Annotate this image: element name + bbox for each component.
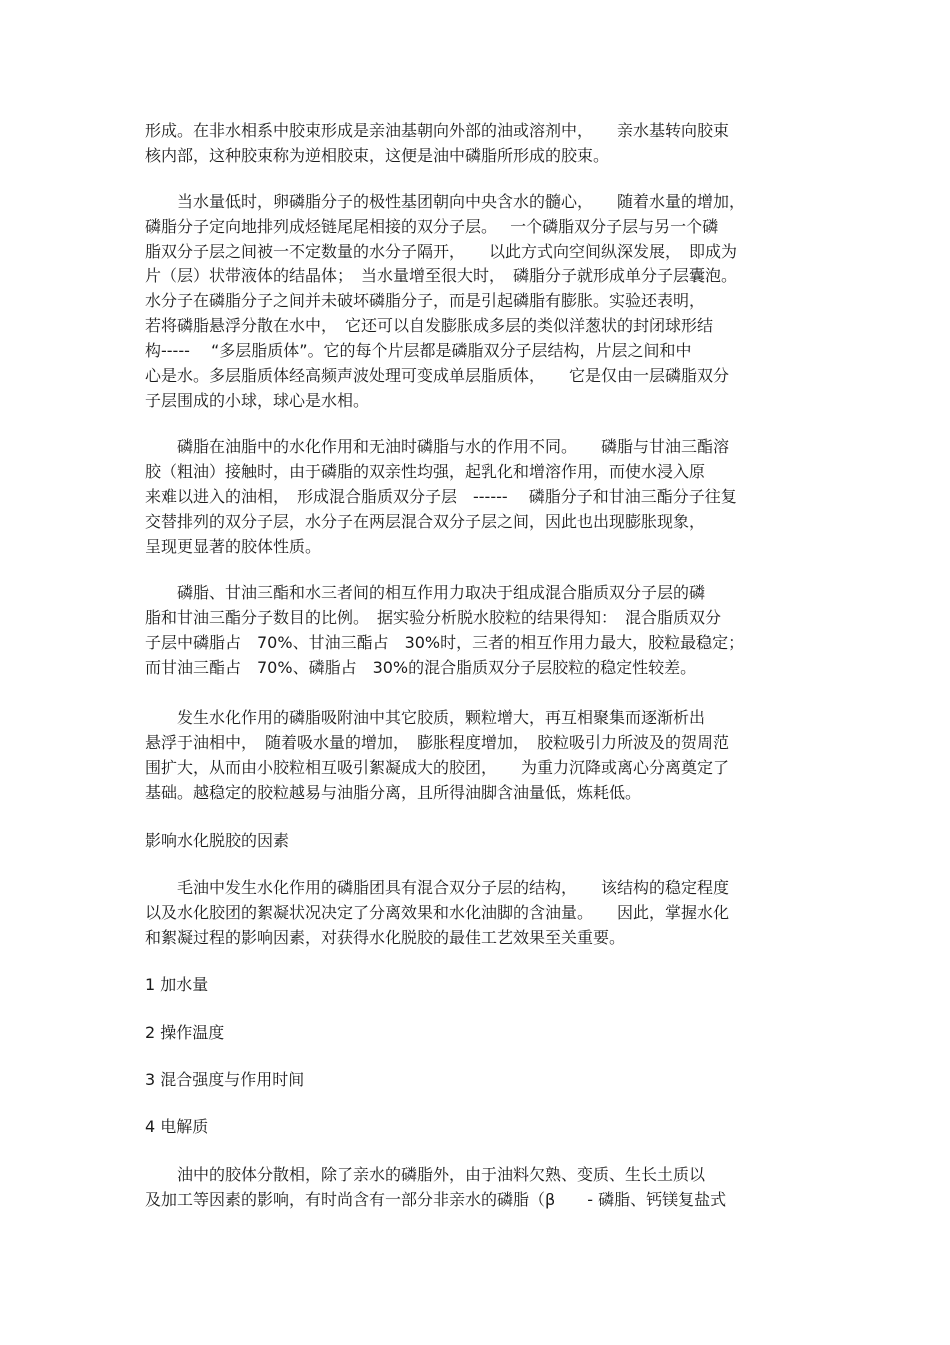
text-line: 当水量低时，卵磷脂分子的极性基团朝向中央含水的髓心， 随着水量的增加， [145,192,746,211]
text-line: 而甘油三酯占 70%、磷脂占 30%的混合脂质双分子层胶粒的稳定性较差。 [145,658,697,677]
list-item: 4 电解质 [145,1117,209,1136]
list-item: 1 加水量 [145,975,209,994]
text-line: 若将磷脂悬浮分散在水中， 它还可以自发膨胀成多层的类似洋葱状的封闭球形结 [145,316,714,335]
text-line: 磷脂分子定向地排列成烃链尾尾相接的双分子层。 一个磷脂双分子层与另一个磷 [145,217,719,236]
text-line: 和絮凝过程的影响因素，对获得水化脱胶的最佳工艺效果至关重要。 [145,928,626,947]
text-line: 片（层）状带液体的结晶体； 当水量增至很大时， 磷脂分子就形成单分子层囊泡。 [145,266,738,285]
text-line: 水分子在磷脂分子之间并未破坏磷脂分子，而是引起磷脂有膨胀。实验还表明， [145,291,706,310]
text-line: 磷脂、甘油三酯和水三者间的相互作用力取决于组成混合脂质双分子层的磷 [145,583,706,602]
section-heading: 影响水化脱胶的因素 [145,831,290,850]
text-line: 脂双分子层之间被一不定数量的水分子隔开， 以此方式向空间纵深发展， 即成为 [145,242,738,261]
text-line: 悬浮于油相中， 随着吸水量的增加， 膨胀程度增加， 胶粒吸引力所波及的贺周范 [145,733,730,752]
text-line: 形成。在非水相系中胶束形成是亲油基朝向外部的油或溶剂中， 亲水基转向胶束 [145,121,730,140]
text-line: 磷脂在油脂中的水化作用和无油时磷脂与水的作用不同。 磷脂与甘油三酯溶 [145,437,730,456]
text-line: 胶（粗油）接触时，由于磷脂的双亲性均强，起乳化和增溶作用，而使水浸入原 [145,462,706,481]
text-line: 及加工等因素的影响，有时尚含有一部分非亲水的磷脂（β - 磷脂、钙镁复盐式 [145,1190,727,1209]
text-line: 来难以进入的油相， 形成混合脂质双分子层 ------ 磷脂分子和甘油三酯分子往复 [145,487,737,506]
text-line: 交替排列的双分子层，水分子在两层混合双分子层之间，因此也出现膨胀现象， [145,512,706,531]
text-line: 围扩大，从而由小胶粒相互吸引絮凝成大的胶团， 为重力沉降或离心分离奠定了 [145,758,730,777]
text-line: 核内部，这种胶束称为逆相胶束，这便是油中磷脂所形成的胶束。 [145,146,610,165]
text-line: 基础。越稳定的胶粒越易与油脂分离，且所得油脚含油量低，炼耗低。 [145,783,642,802]
text-line: 子层围成的小球，球心是水相。 [145,391,370,410]
text-line: 油中的胶体分散相，除了亲水的磷脂外，由于油料欠熟、变质、生长土质以 [145,1165,706,1184]
text-line: 脂和甘油三酯分子数目的比例。 据实验分析脱水胶粒的结果得知： 混合脂质双分 [145,608,722,627]
list-item: 3 混合强度与作用时间 [145,1070,305,1089]
text-line: 毛油中发生水化作用的磷脂团具有混合双分子层的结构， 该结构的稳定程度 [145,878,730,897]
text-line: 构----- “多层脂质体”。它的每个片层都是磷脂双分子层结构，片层之间和中 [145,341,692,360]
text-line: 呈现更显著的胶体性质。 [145,537,322,556]
text-line: 发生水化作用的磷脂吸附油中其它胶质，颗粒增大，再互相聚集而逐渐析出 [145,708,706,727]
text-line: 心是水。多层脂质体经高频声波处理可变成单层脂质体， 它是仅由一层磷脂双分 [145,366,730,385]
text-line: 以及水化胶团的絮凝状况决定了分离效果和水化油脚的含油量。 因此，掌握水化 [145,903,730,922]
text-line: 子层中磷脂占 70%、甘油三酯占 30%时，三者的相互作用力最大，胶粒最稳定； [145,633,745,652]
list-item: 2 操作温度 [145,1023,225,1042]
